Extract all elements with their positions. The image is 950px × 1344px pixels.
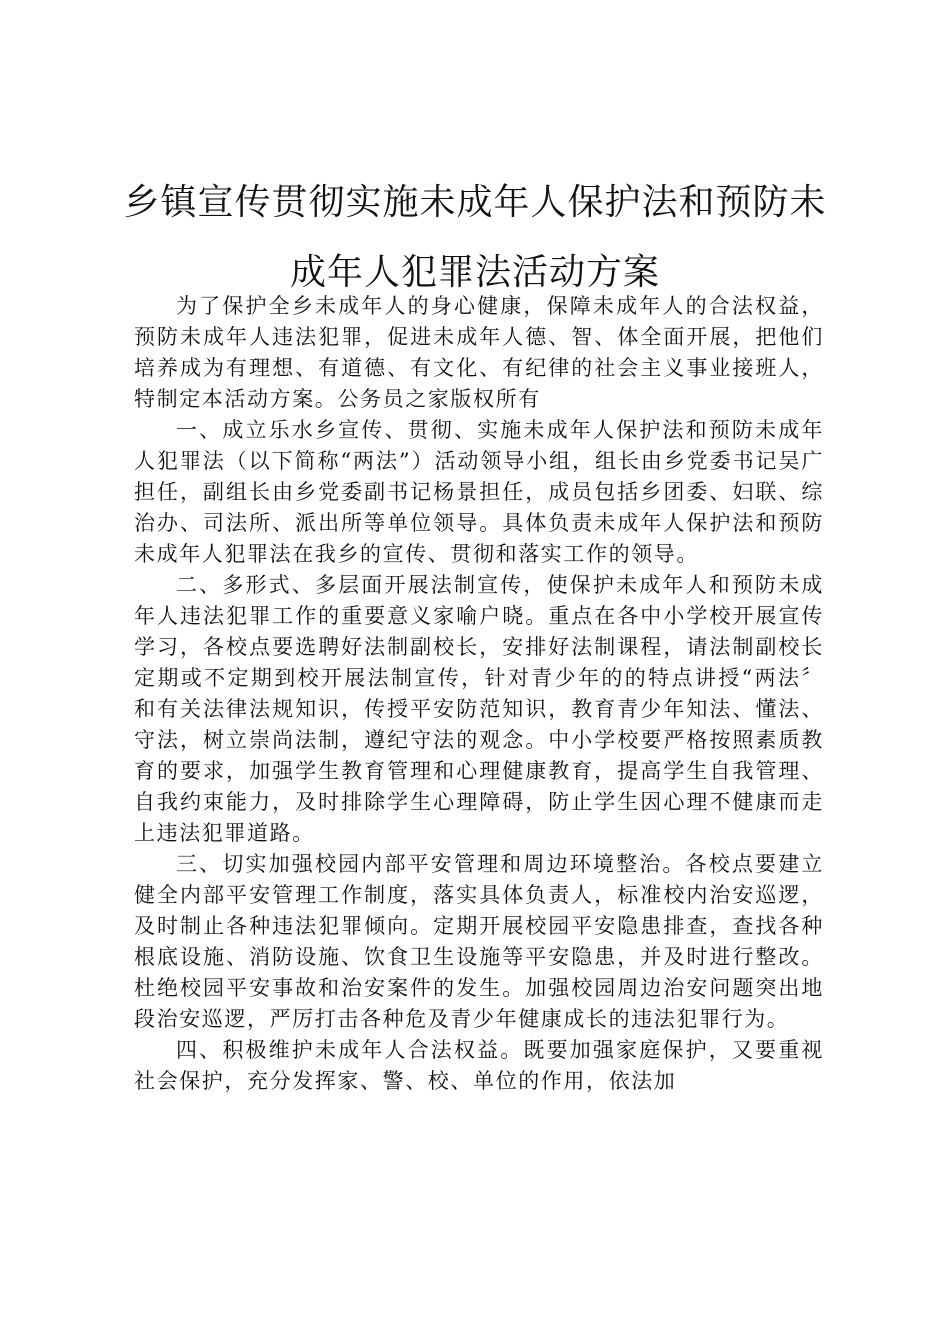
paragraph-section-4: 四、积极维护未成年人合法权益。既要加强家庭保护，又要重视社会保护，充分发挥家、警、校、单位的作用，依法加 (134, 1038, 824, 1093)
paragraph-section-1: 一、成立乐水乡宣传、贯彻、实施未成年人保护法和预防未成年人犯罪法（以下简称“两法”）活动领导小组，组长由乡党委书记吴广担任，副组长由乡党委副书记杨景担任，成员包括乡团委、妇联、综治办、司法所、派出所等单位领导。具体负责未成年人保护法和预防未成年人犯罪法在我乡的宣传、贯彻和落实工作的领导。 (134, 418, 824, 566)
document-title (120, 168, 830, 308)
paragraph-section-2: 二、多形式、多层面开展法制宣传，使保护未成年人和预防未成年人违法犯罪工作的重要意义家喻户晓。重点在各中小学校开展宣传学习，各校点要选聘好法制副校长，安排好法制课程，请法制副校长定期或不定期到校开展法制宣传，针对青少年的的特点讲授“两法〞和有关法律法规知识，传授平安防范知识，教育青少年知法、懂法、守法，树立崇尚法制，遵纪守法的观念。中小学校要严格按照素质教育的要求，加强学生教育管理和心理健康教育，提高学生自我管理、自我约束能力，及时排除学生心理障碍，防止学生因心理不健康而走上违法犯罪道路。 (134, 573, 824, 845)
title-line-2: 成年人犯罪法活动方案 (289, 252, 660, 293)
paragraph-section-3: 三、切实加强校园内部平安管理和周边环境整治。各校点要建立健全内部平安管理工作制度，落实具体负责人，标准校内治安巡逻，及时制止各种违法犯罪倾向。定期开展校园平安隐患排查，查找各种根底设施、消防设施、饮食卫生设施等平安隐患，并及时进行整改。杜绝校园平安事故和治安案件的发生。加强校园周边治安问题突出地段治安巡逻，严厉打击各种危及青少年健康成长的违法犯罪行为。 (134, 852, 824, 1031)
document-body (134, 291, 824, 1097)
title-line-1: 乡镇宣传贯彻实施未成年人保护法和预防未 (123, 182, 827, 223)
paragraph-intro: 为了保护全乡未成年人的身心健康，保障未成年人的合法权益，预防未成年人违法犯罪，促进未成年人德、智、体全面开展，把他们培养成为有理想、有道德、有文化、有纪律的社会主义事业接班人，特制定本活动方案。公务员之家版权所有 (134, 294, 824, 411)
